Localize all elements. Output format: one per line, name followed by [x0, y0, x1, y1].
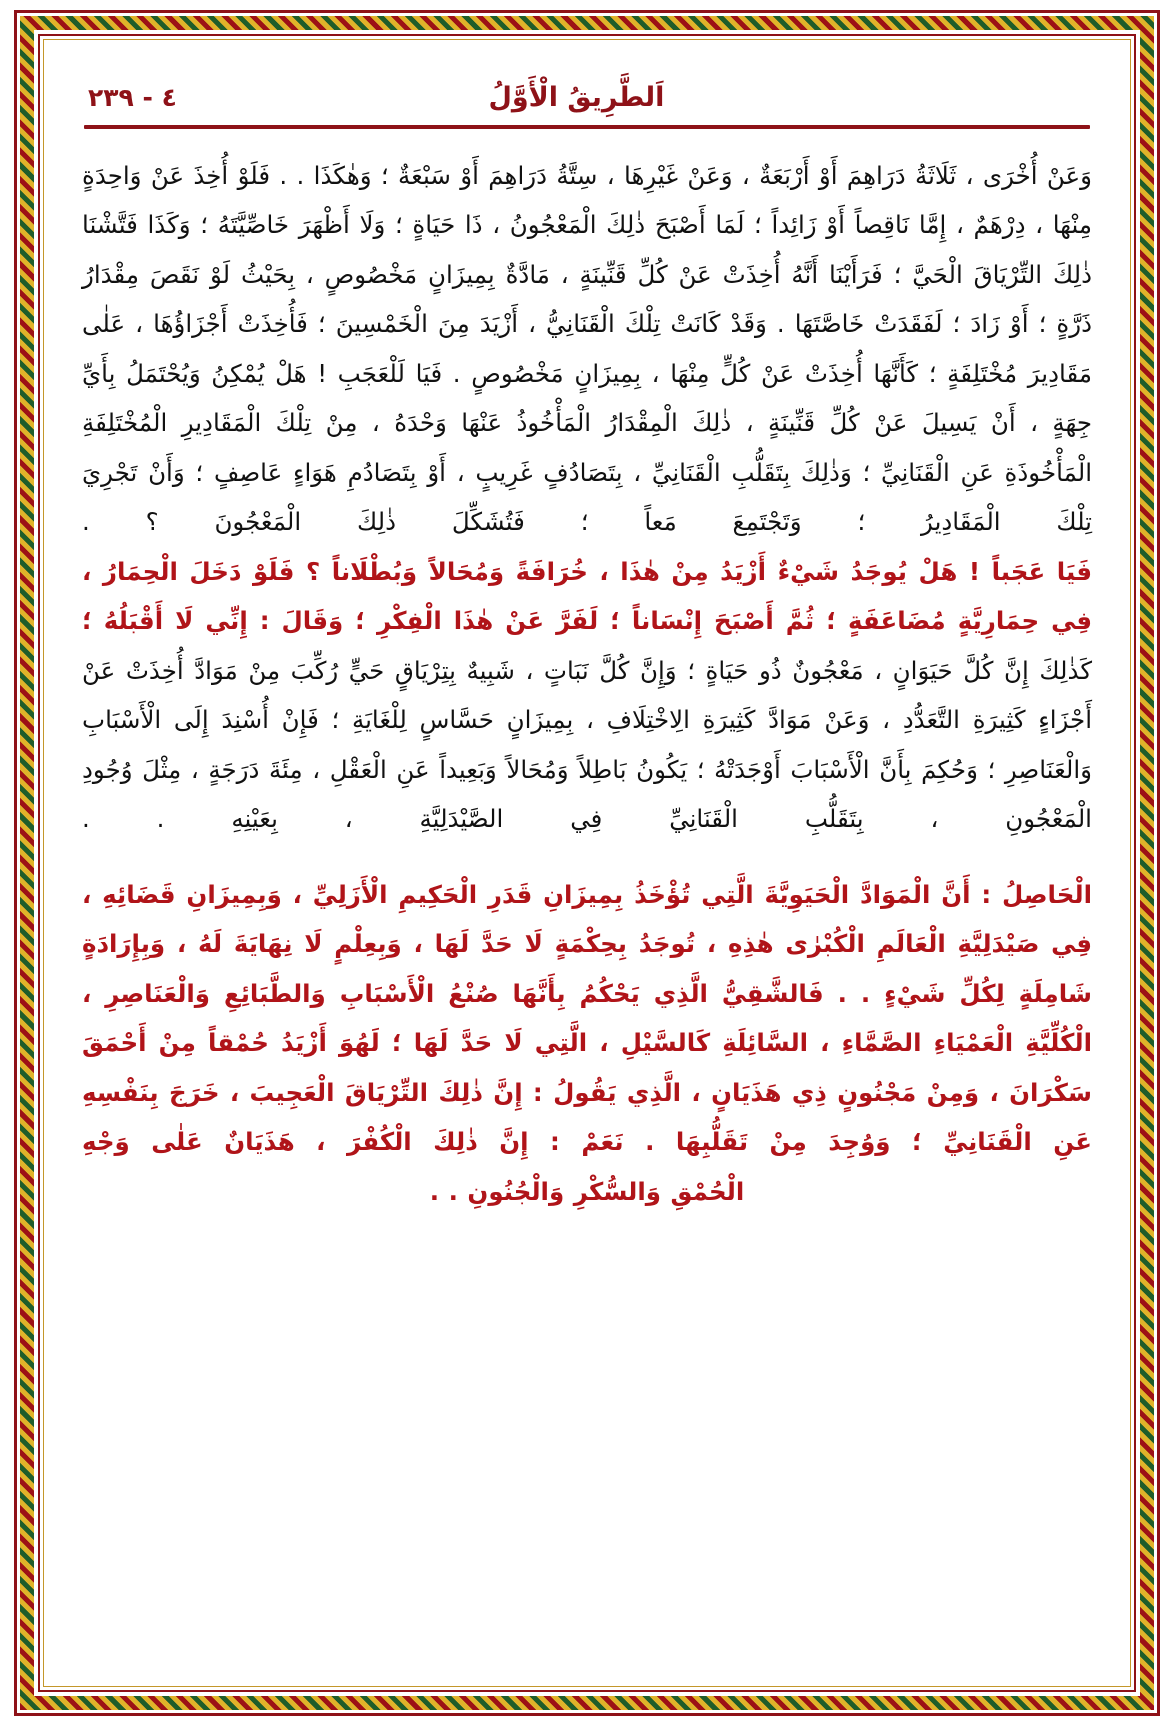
page-body: [82, 151, 1092, 1216]
paragraph-5: الْحُمْقِ وَالسُّكْرِ وَالْجُنُونِ . .: [429, 1176, 745, 1206]
header-divider: [84, 125, 1090, 129]
page-content: [60, 56, 1114, 1670]
page-header: [82, 76, 1092, 115]
paragraph-4: الْحَاصِلُ : أَنَّ الْمَوَادَّ الْحَيَوِيَّةَ الَّتِي تُؤْخَذُ بِمِيزَانِ قَدَرِ الْحَكِيمِ الْأَزَلِيِّ ، وَبِمِيزَانِ قَضَائِهِ ، فِي صَيْدَلِيَّةِ الْعَالَمِ الْكُبْرٰى هٰذِهِ ، تُوجَدُ بِحِكْمَةٍ لَا حَدَّ لَهَا ، وَبِعِلْمٍ لَا نِهَايَةَ لَهُ ، وَبِإِرَادَةٍ شَامِلَةٍ لِكُلِّ شَيْءٍ . . فَالشَّقِيُّ الَّذِي يَحْكُمُ بِأَنَّهَا صُنْعُ الْأَسْبَابِ وَالطَّبَائِعِ وَالْعَنَاصِرِ ، الْكُلِّيَّةِ الْعَمْيَاءِ الصَّمَّاءِ ، السَّائِلَةِ كَالسَّيْلِ ، الَّتِي لَا حَدَّ لَهَا ؛ لَهُوَ أَزْيَدُ حُمْقاً مِنْ أَحْمَقَ سَكْرَانَ ، وَمِنْ مَجْنُونٍ ذِي هَذَيَانٍ ، الَّذِي يَقُولُ : إِنَّ ذٰلِكَ التِّرْيَاقَ الْعَجِيبَ ، خَرَجَ بِنَفْسِهِ عَنِ الْقَنَانِيِّ ؛ وَوُجِدَ مِنْ تَقَلُّبِهَا . نَعَمْ : إِنَّ ذٰلِكَ الْكُفْرَ ، هَذَيَانٌ عَلٰى وَجْهِ: [82, 879, 1092, 1157]
paragraph-2: فَيَا عَجَباً ! هَلْ يُوجَدُ شَيْءٌ أَزْيَدُ مِنْ هٰذَا ، خُرَافَةً وَمُحَالاً وَبُطْلَاناً ؟ فَلَوْ دَخَلَ الْحِمَارُ ، فِي حِمَارِيَّةٍ مُضَاعَفَةٍ ؛ ثُمَّ أَصْبَحَ إِنْسَاناً ؛ لَفَرَّ عَنْ هٰذَا الْفِكْرِ ؛ وَقَالَ : إِنِّي لَا أَقْبَلُهُ ؛: [82, 556, 1092, 636]
paragraph-1: وَعَنْ أُخْرَى ، ثَلَاثَةُ دَرَاهِمَ أَوْ أَرْبَعَةٌ ، وَعَنْ غَيْرِهَا ، سِتَّةُ دَرَاهِمَ أَوْ سَبْعَةٌ ؛ وَهٰكَذَا . . فَلَوْ أُخِذَ عَنْ وَاحِدَةٍ مِنْهَا ، دِرْهَمٌ ، إِمَّا نَاقِصاً أَوْ زَائِداً ؛ لَمَا أَصْبَحَ ذٰلِكَ الْمَعْجُونُ ، ذَا حَيَاةٍ ؛ وَلَا أَظْهَرَ خَاصِّيَّتَهُ ؛ وَكَذَا فَتَّشْنَا ذٰلِكَ التِّرْيَاقَ الْحَيَّ ؛ فَرَأَيْنَا أَنَّهُ أُخِذَتْ عَنْ كُلِّ قَنِّينَةٍ ، مَادَّةٌ بِمِيزَانٍ مَخْصُوصٍ ، بِحَيْثُ لَوْ نَقَصَ مِقْدَارُ ذَرَّةٍ ؛ أَوْ زَادَ ؛ لَفَقَدَتْ خَاصَّتَهَا . وَقَدْ كَانَتْ تِلْكَ الْقَنَانِيُّ ، أَزْيَدَ مِنَ الْخَمْسِينَ ؛ فَأُخِذَتْ أَجْزَاؤُهَا ، عَلٰى مَقَادِيرَ مُخْتَلِفَةٍ ؛ كَأَنَّهَا أُخِذَتْ عَنْ كُلٍّ مِنْهَا ، بِمِيزَانٍ مَخْصُوصٍ . فَيَا لَلْعَجَبِ ! هَلْ يُمْكِنُ وَيُحْتَمَلُ بِأَيِّ جِهَةٍ ، أَنْ يَسِيلَ عَنْ كُلِّ قَنِّينَةٍ ، ذٰلِكَ الْمِقْدَارُ الْمَأْخُوذُ عَنْهَا وَحْدَهُ ، مِنْ تِلْكَ الْمَقَادِيرِ الْمُخْتَلِفَةِ الْمَأْخُوذَةِ عَنِ الْقَنَانِيِّ ؛ وَذٰلِكَ بِتَقَلُّبِ الْقَنَانِيِّ ، بِتَصَادُفٍ غَرِيبٍ ، أَوْ بِتَصَادُمِ هَوَاءٍ عَاصِفٍ ؛ وَأَنْ تَجْرِيَ تِلْكَ الْمَقَادِيرُ ؛ وَتَجْتَمِعَ مَعاً ؛ فَتُشَكِّلَ ذٰلِكَ الْمَعْجُونَ ؟ .: [82, 161, 1092, 537]
page-title: اَلطَّرِيقُ الْأَوَّلُ: [488, 82, 665, 113]
page-number: ٤ - ٢٣٩: [88, 83, 177, 112]
paragraph-3: كَذٰلِكَ إِنَّ كُلَّ حَيَوَانٍ ، مَعْجُونٌ ذُو حَيَاةٍ ؛ وَإِنَّ كُلَّ نَبَاتٍ ، شَبِيهٌ بِتِرْيَاقٍ حَيٍّ رُكِّبَ مِنْ مَوَادَّ أُخِذَتْ عَنْ أَجْزَاءٍ كَثِيرَةِ التَّعَدُّدِ ، وَعَنْ مَوَادَّ كَثِيرَةِ الِاخْتِلَافِ ، بِمِيزَانٍ حَسَّاسٍ لِلْغَايَةِ ؛ فَإِنْ أُسْنِدَ إِلَى الْأَسْبَابِ وَالْعَنَاصِرِ ؛ وَحُكِمَ بِأَنَّ الْأَسْبَابَ أَوْجَدَتْهُ ؛ يَكُونُ بَاطِلاً وَمُحَالاً وَبَعِيداً عَنِ الْعَقْلِ ، مِئَةَ دَرَجَةٍ ، مِثْلَ وُجُودِ الْمَعْجُونِ ، بِتَقَلُّبِ الْقَنَانِيِّ فِي الصَّيْدَلِيَّةِ ، بِعَيْنِهِ . .: [82, 655, 1092, 834]
